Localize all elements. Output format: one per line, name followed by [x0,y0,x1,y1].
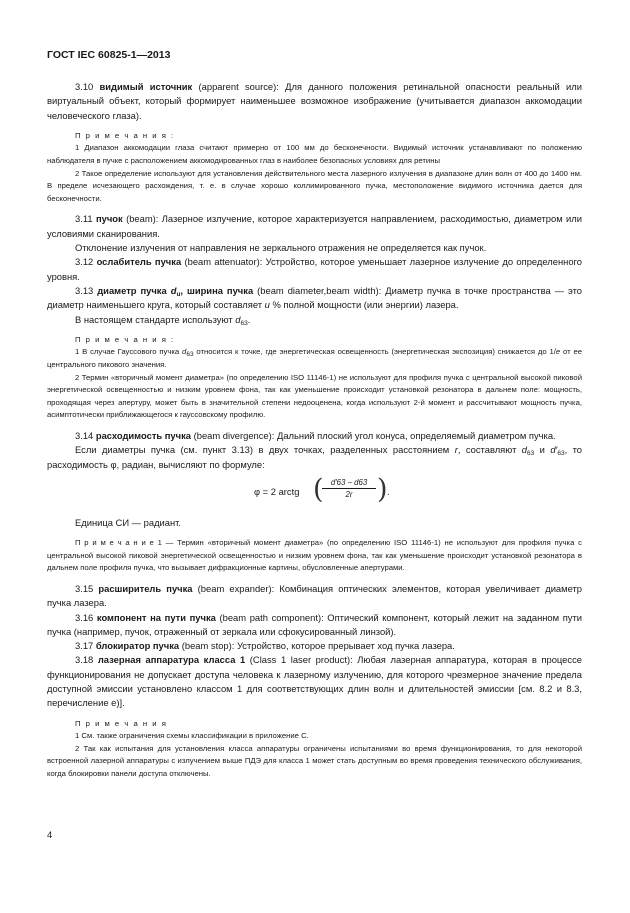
term-title: видимый источник [99,81,193,92]
term-3-13: 3.13 диаметр пучка $d_u$, ширина пучка (beam diameter,beam width): Диаметр пучка в точке пространства — это диаметр наименьшего круга, который составляет u % полной мощности (или энергии) лазера. [47,284,582,311]
term-3-14-formula-intro: Если диаметры пучка (см. пункт 3.13) в двух точках, разделенных расстоянием r, составляют $d_{63}$ и $d'_{63}$, то расходимость φ, радиан, вычисляют по формуле: [47,444,582,470]
formula-end: . [387,485,390,497]
formula-numerator: d′63 − d63 [322,478,376,489]
term-3-14: 3.14 расходимость пучка (beam divergence): Дальний плоский угол конуса, определяемый диаметром пучка. [75,429,556,441]
term-3-18: 3.18 лазерная аппаратура класса 1 (Class 1 laser product): Любая лазерная аппаратура, которая в процессе функционирования не допускает доступа человека к лазерному излучению, для которого чрезмерное значение предела доступной эмиссии установлено классом 1 для соответствующих длин волн и длительностей эмиссии [см. 8.2 и 8.3, перечисление е)]. [47,654,582,709]
divergence-formula [47,474,582,512]
note-3-13-2: 2 Термин «вторичный момент диаметра» (по определению ISO 11146-1) не используют для профиля пучка с центральной высокой пиковой энергетической освещенностью и низким уровнем фона, так как уменьшение происходит установкой резонатора в дальнем поле: мощность, проходящая через апертуру, может быть в значительной степени недооценена, когда используют 2-й момент и рассчитывают мощность пучка, асимптотически приближающегося к гауссовскому профилю. [47,372,582,420]
note-3-10-2: 2 Такое определение используют для установления действительного места лазерного излучения в диапазоне длин волн от 400 до 1400 нм. В пределе исчезающего расхождения, т. е. в случае хорошо коллимированного пучка, местоположение видимого источника дается для бесконечности. [47,168,582,203]
document-header: ГОСТ IEC 60825-1—2013 [47,49,171,61]
note-3-13-1: 1 В случае Гауссового пучка $d_{63}$ относится к точке, где энергетическая освещенность (энергетическая экспозиция) снижается до 1/e от ее центрального пикового значения. [47,347,583,370]
note-3-18-1: 1 См. также ограничения схемы классификации в приложение С. [75,731,309,741]
formula-fraction [322,478,376,499]
term-3-11: 3.11 пучок (beam): Лазерное излучение, которое характеризуется направлением, расходимостью, диаметром или условиями сканирования. [47,213,582,239]
term-title: лазерная аппаратура класса 1 [97,654,246,666]
term-3-11-extra: Отклонение излучения от направления не зеркального отражения не определяется как пучок. [75,242,487,254]
note-3-10-1: 1 Диапазон аккомодации глаза считают примерно от 100 мм до бесконечности. Видимый источник устанавливают по положению наблюдателя в пучке с расположением аккомодированных глаз в наиболее безопасных условиях для ретины [47,143,582,166]
term-title: ослабитель пучка [96,256,182,268]
note-3-14-1: П р и м е ч а н и е 1 — Термин «вторичный момент диаметра» (по определению ISO 11146-1) не используют для профиля пучка с центральной высокой пиковой энергетической освещенностью и низким уровнем фона, так как уменьшение происходит установкой резонатора в дальнем поле профиля пучка, что вызывает дифракционные картины, обусловленные апертурами. [47,538,582,573]
term-title: блокиратор пучка [95,640,180,652]
formula-open-paren: ( [313,473,324,505]
note-heading: П р и м е ч а н и я [75,718,168,728]
term-title: расширитель пучка [98,582,193,594]
term-title: диаметр пучка $d_u$, ширина пучка [97,284,254,298]
term-3-13-standard: В настоящем стандарте используют $d_{63}$. [75,313,251,327]
term-title: расходимость пучка [95,429,191,441]
note-heading: П р и м е ч а н и я : [75,334,175,344]
term-3-15: 3.15 расширитель пучка (beam expander): Комбинация оптических элементов, которая увеличивает диаметр пучка лазера. [47,582,583,609]
term-3-16: 3.16 компонент на пути пучка (beam path component): Оптический компонент, который лежит на заданном пути пучка (например, пучок, отраженный от зеркала или сфокусированный линзой). [47,611,583,637]
term-title: компонент на пути пучка [96,611,216,623]
term-3-10: 3.10 видимый источник (apparent source): Для данного положения ретинальной опасности реальный или виртуальный объект, который формирует наименьшее возможное изображение (учитывается диапазон аккомодации человеческого глаза). [47,81,582,121]
note-3-18-2: 2 Так как испытания для установления класса аппаратуры ограничены испытаниями во время функционирования, то для некоторой встроенной лазерной аппаратуры с излучением выше ПДЭ для класса 1 может стать доступным во время проведения технического обслуживания, когда блокировки панели доступа отключены. [47,743,582,778]
term-3-17: 3.17 блокиратор пучка (beam stop): Устройство, которое прерывает ход пучка лазера. [75,640,455,652]
formula-denominator: 2r [345,489,353,499]
term-3-12: 3.12 ослабитель пучка (beam attenuator): Устройство, которое уменьшает лазерное излучение до определенного уровня. [47,256,582,282]
note-heading: П р и м е ч а н и я : [75,130,175,140]
formula-lhs: φ = 2 arctg [254,485,300,497]
page-number: 4 [47,829,53,840]
formula-close-paren: ) [377,473,388,505]
term-title: пучок [95,213,123,225]
term-3-14-unit: Единица СИ — радиант. [75,516,182,528]
document-body [47,80,582,781]
